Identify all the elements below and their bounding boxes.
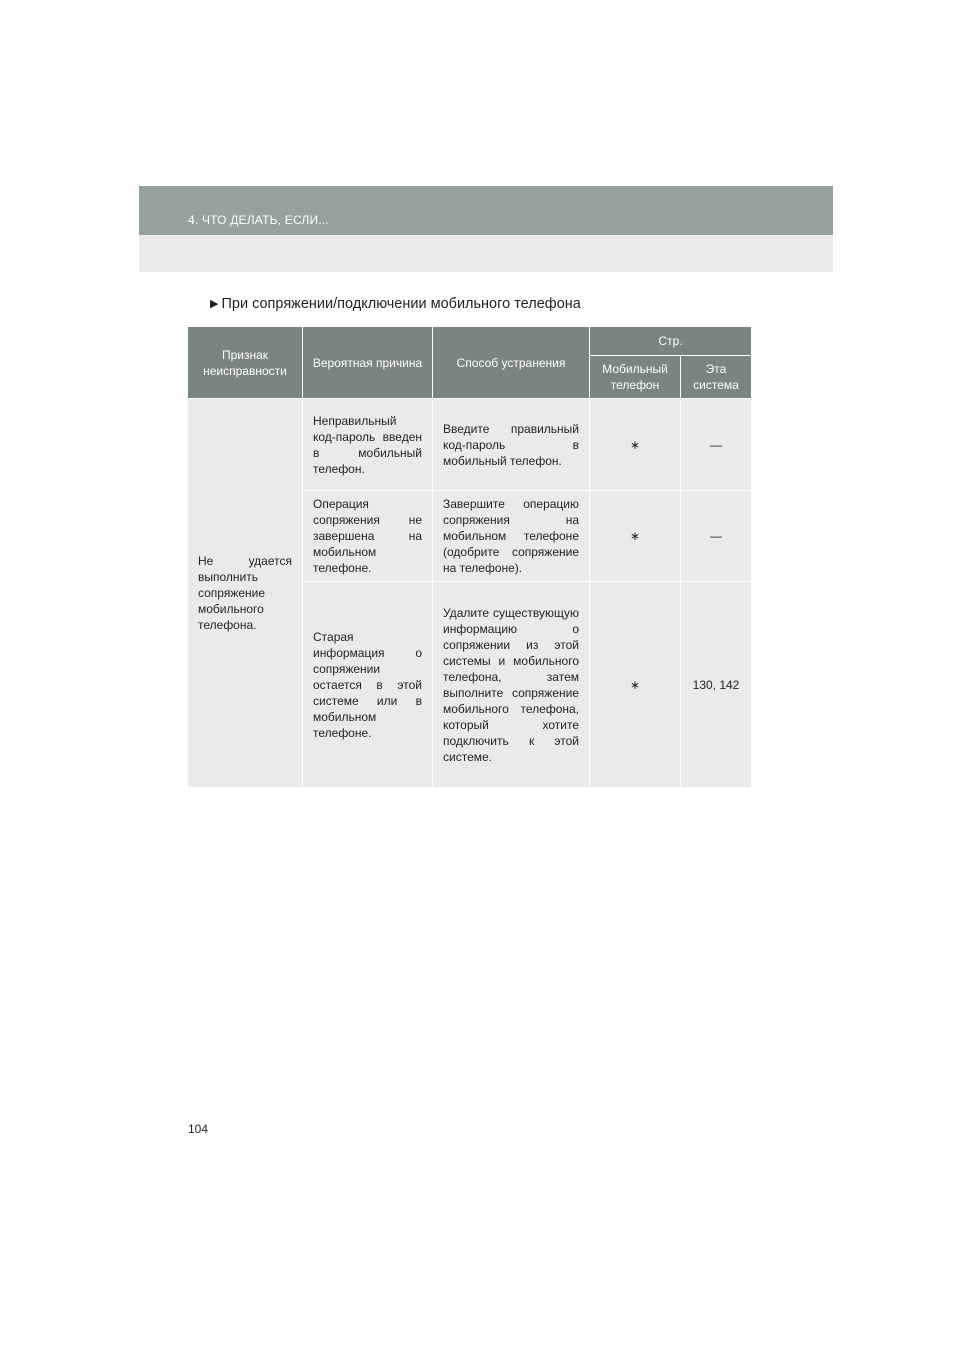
header-symptom: Признак неисправности: [188, 327, 303, 399]
page-number: 104: [188, 1122, 209, 1136]
remedy-cell: Завершите операцию сопряжения на мобильном телефоне (одобрите сопряжение на телефоне).: [433, 491, 590, 582]
phone-page-cell: ∗: [590, 491, 681, 582]
table-row: [188, 399, 752, 491]
header-phone: Мобильный телефон: [590, 356, 681, 399]
header-band: [139, 235, 833, 272]
header-page: Стр.: [590, 327, 752, 356]
remedy-cell: Введите правильный код-пароль в мобильный телефон.: [433, 399, 590, 491]
section-title: При сопряжении/подключении мобильного телефона: [221, 296, 581, 312]
header-cause: Вероятная причина: [303, 327, 433, 399]
symptom-cell: Не удается выполнить сопряжение мобильного телефона.: [188, 399, 303, 788]
system-page-cell: —: [681, 491, 752, 582]
cause-cell: Старая информация о сопряжении остается в этой системе или в мобильном телефоне.: [303, 582, 433, 788]
chapter-title: 4. ЧТО ДЕЛАТЬ, ЕСЛИ...: [188, 213, 329, 227]
cause-cell: Операция сопряжения не завершена на мобильном телефоне.: [303, 491, 433, 582]
troubleshooting-table: [187, 326, 752, 788]
header-system: Эта система: [681, 356, 752, 399]
system-page-cell: —: [681, 399, 752, 491]
cause-cell: Неправильный код-пароль введен в мобильный телефон.: [303, 399, 433, 491]
system-page-cell: 130, 142: [681, 582, 752, 788]
header-remedy: Способ устранения: [433, 327, 590, 399]
triangle-right-icon: ▶: [210, 298, 219, 310]
remedy-cell: Удалите существующую информацию о сопряжении из этой системы и мобильного телефона, затем выполните сопряжение мобильного телефона, который хотите подключить к этой системе.: [433, 582, 590, 788]
phone-page-cell: ∗: [590, 399, 681, 491]
section-heading: [210, 296, 581, 312]
chapter-header: [139, 186, 833, 235]
phone-page-cell: ∗: [590, 582, 681, 788]
